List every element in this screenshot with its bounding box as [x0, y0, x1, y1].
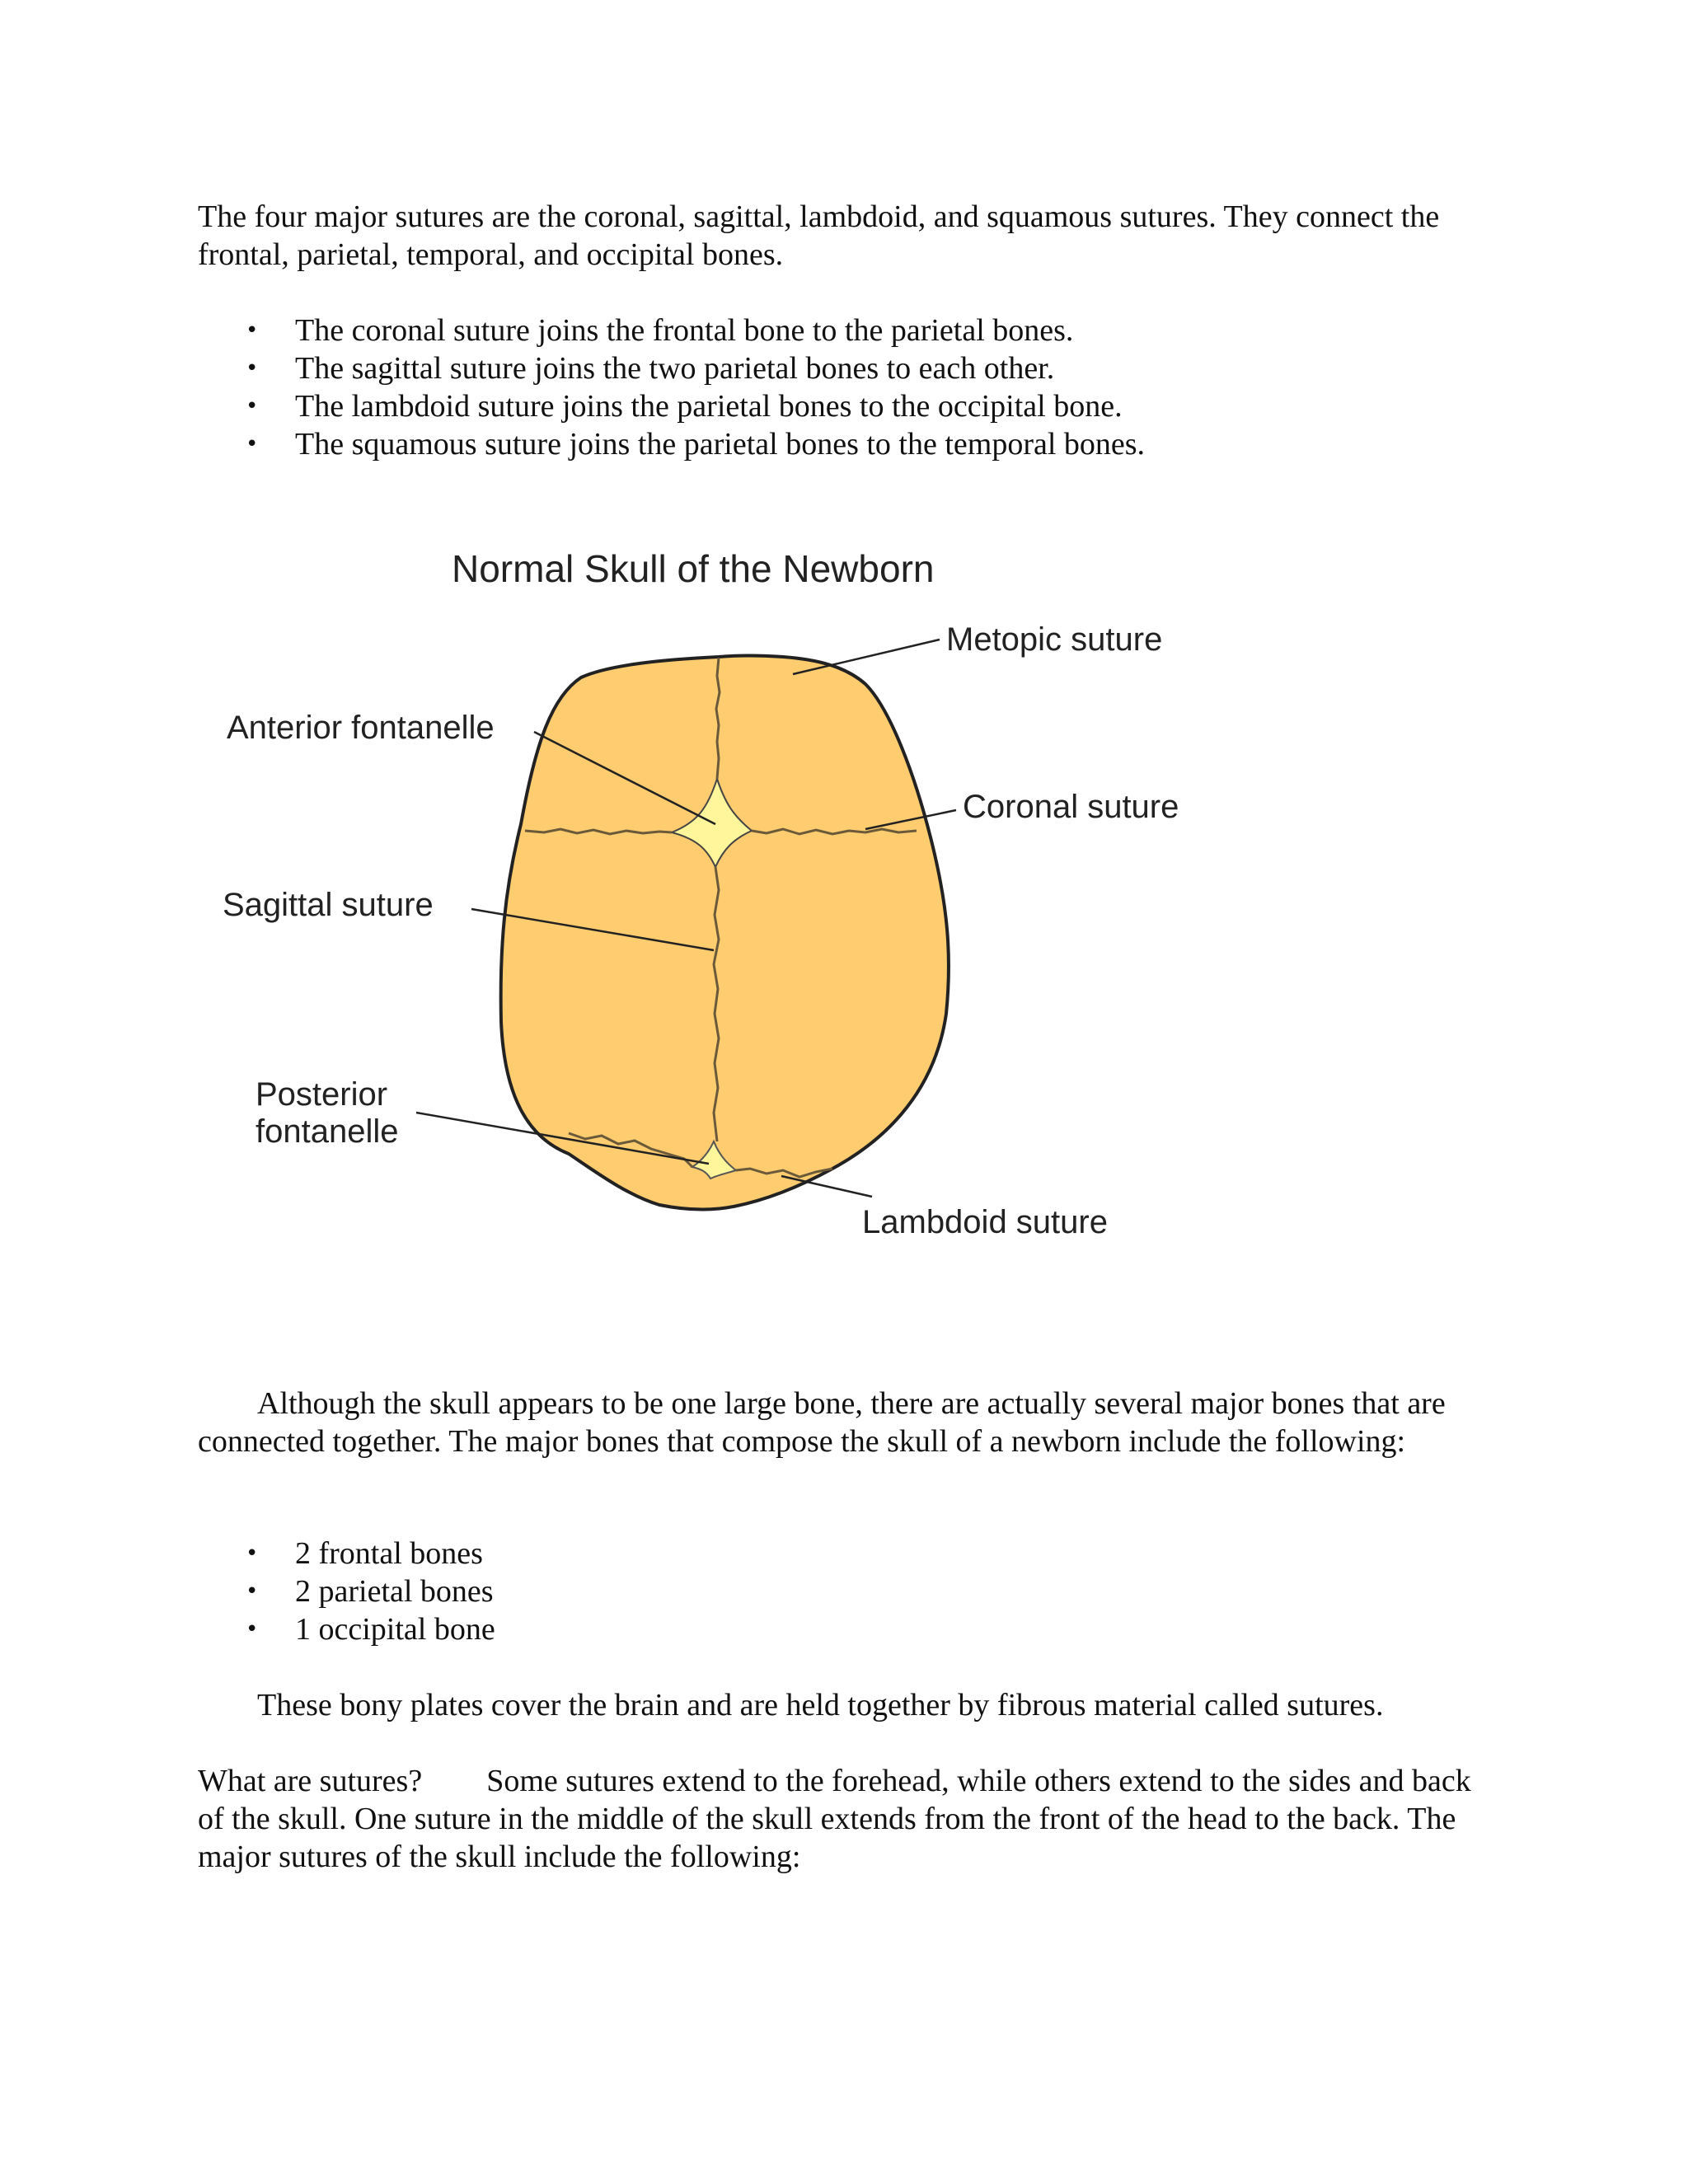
list-item: • The squamous suture joins the parietal bones to the temporal bones. — [246, 427, 1146, 462]
metopic-leader-line — [793, 640, 940, 674]
bullet-icon: • — [246, 1579, 259, 1604]
coronal-suture-label: Coronal suture — [963, 789, 1179, 825]
bullet-icon: • — [246, 432, 259, 457]
list-item: • 2 frontal bones — [246, 1536, 483, 1571]
bullet-icon: • — [246, 1541, 259, 1566]
bones-intro-paragraph: Although the skull appears to be one large bone, there are actually several major bones that are connected together. The major bones that compose the skull of a newborn include the following: — [198, 1386, 1446, 1459]
bones-list — [198, 1535, 1500, 1648]
skull-outline — [501, 656, 949, 1210]
sagittal-suture-label: Sagittal suture — [223, 887, 434, 923]
bullet-icon: • — [246, 394, 259, 419]
lambdoid-suture-label: Lambdoid suture — [862, 1204, 1108, 1240]
list-item: • 1 occipital bone — [246, 1612, 495, 1647]
posterior-fontanelle-label-line2: fontanelle — [256, 1113, 399, 1150]
sutures-question: What are sutures? — [198, 1764, 423, 1798]
list-item: • The lambdoid suture joins the parietal bones to the occipital bone. — [246, 389, 1123, 424]
list-item: • 2 parietal bones — [246, 1574, 494, 1609]
bullet-icon: • — [246, 1617, 259, 1642]
posterior-fontanelle-label-line1: Posterior — [256, 1076, 388, 1113]
bullet-icon: • — [246, 318, 259, 343]
bullet-icon: • — [246, 356, 259, 381]
intro-paragraph: The four major sutures are the coronal, sagittal, lambdoid, and squamous sutures. They connect the frontal, parietal, temporal, and occipital bones. — [198, 199, 1440, 272]
metopic-suture-label: Metopic suture — [946, 621, 1163, 658]
sutures-paragraph — [198, 1762, 1500, 1876]
list-item: • The sagittal suture joins the two parietal bones to each other. — [246, 351, 1055, 386]
anterior-fontanelle-label: Anterior fontanelle — [227, 710, 495, 746]
bony-plates-paragraph: These bony plates cover the brain and are held together by fibrous material called sutures. — [257, 1688, 1384, 1722]
list-item: • The coronal suture joins the frontal bone to the parietal bones. — [246, 313, 1074, 348]
sutures-description: Some sutures extend to the forehead, while others extend to the sides and back of the skull. One suture in the middle of the skull extends from the front of the head to the back. The major sutures of the skull include the following: — [198, 1764, 1471, 1874]
figure-title: Normal Skull of the Newborn — [452, 547, 935, 590]
